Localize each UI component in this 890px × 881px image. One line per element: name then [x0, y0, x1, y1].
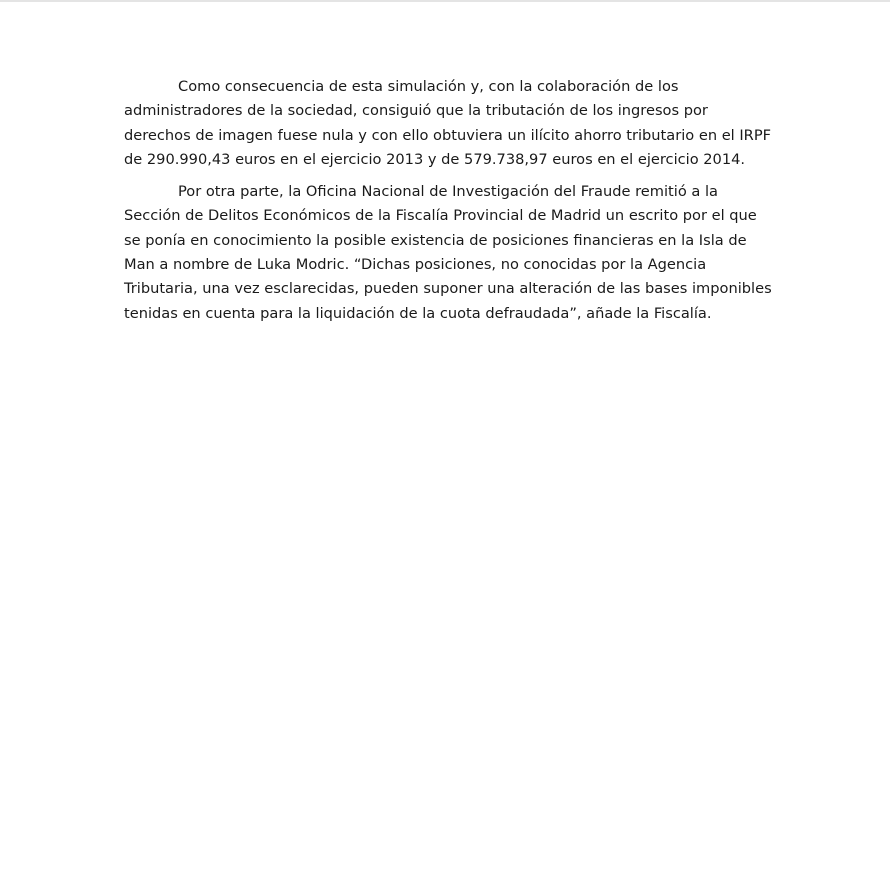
document-body: [124, 75, 774, 334]
page-top-edge: [0, 0, 890, 2]
paragraph-isle-of-man-positions: Por otra parte, la Oficina Nacional de Investigación del Fraude remitió a la Sección de Delitos Económicos de la Fiscalía Provincial de Madrid un escrito por el que se ponía en conocimiento la posible existencia de posiciones financieras en la Isla de Man a nombre de Luka Modric. “Dichas posiciones, no conocidas por la Agencia Tributaria, una vez esclarecidas, pueden suponer una alteración de las bases imponibles tenidas en cuenta para la liquidación de la cuota defraudada”, añade la Fiscalía.: [124, 183, 772, 322]
paragraph-tax-savings: Como consecuencia de esta simulación y, con la colaboración de los administradores de la sociedad, consiguió que la tributación de los ingresos por derechos de imagen fuese nula y con ello obtuviera un ilícito ahorro tributario en el IRPF de 290.990,43 euros en el ejercicio 2013 y de 579.738,97 euros en el ejercicio 2014.: [124, 78, 772, 168]
